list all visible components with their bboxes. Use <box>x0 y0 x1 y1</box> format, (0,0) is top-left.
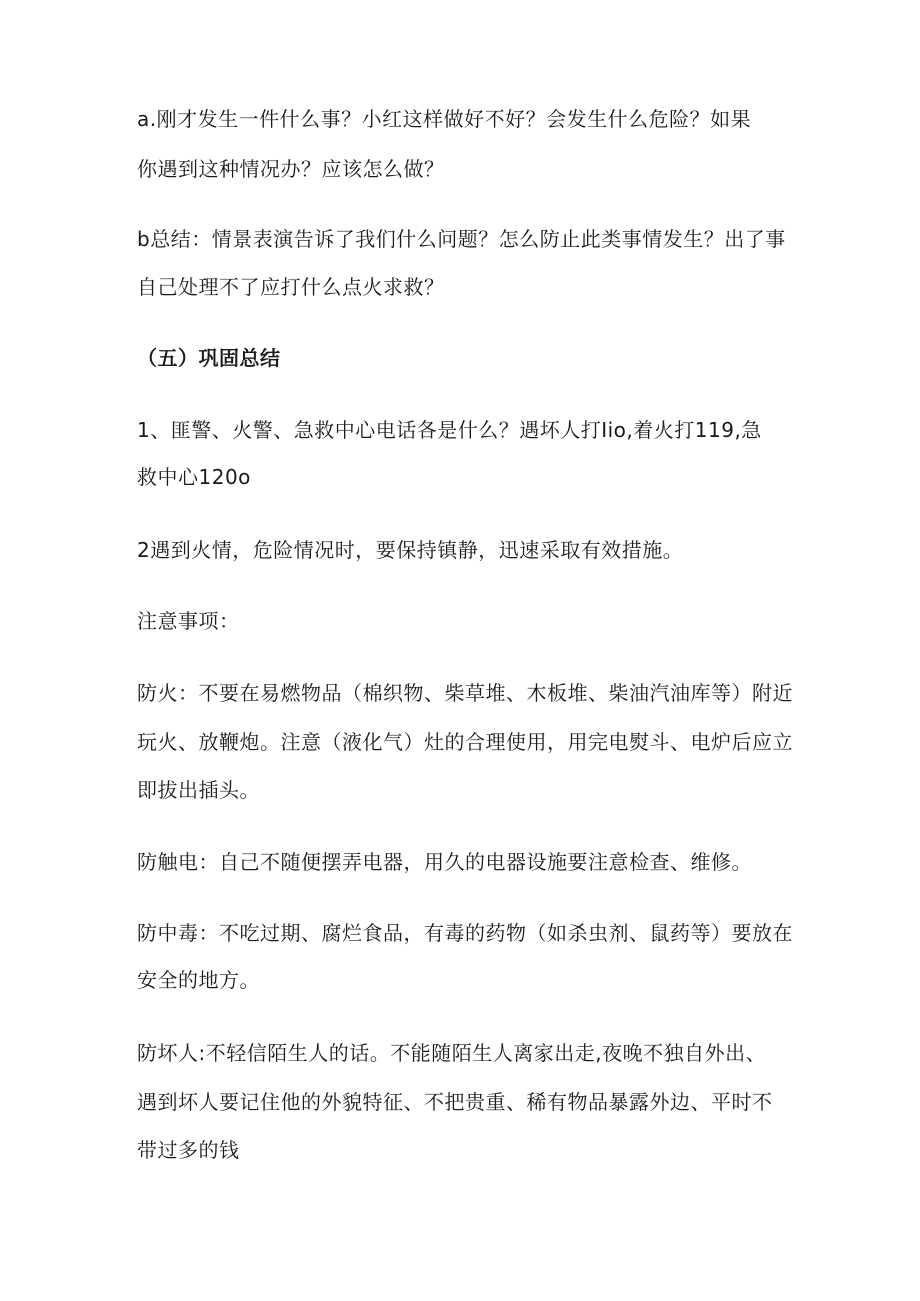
item-2: 2遇到火情，危险情况时，要保持镇静，迅速采取有效措施。 <box>137 538 684 562</box>
paragraph-a-line-1: a.刚才发生一件什么事？小红这样做好不好？会发生什么危险？如果 <box>137 107 752 131</box>
section-heading: （五）巩固总结 <box>137 346 281 370</box>
paragraph-a-line-2: 你遇到这种情况办？应该怎么做？ <box>137 157 445 181</box>
paragraph-b-line-2: 自己处理不了应打什么点火求救？ <box>137 275 445 299</box>
notes-heading: 注意事项： <box>137 609 240 633</box>
stranger-line-1: 防坏人:不轻信陌生人的话。不能随陌生人离家出走,夜晚不独自外出、 <box>137 1041 767 1065</box>
stranger-line-3: 带过多的钱 <box>137 1138 240 1162</box>
poison-line-2: 安全的地方。 <box>137 968 260 992</box>
item-1-line-1: 1、匪警、火警、急救中心电话各是什么？遇坏人打Iio,着火打119,急 <box>137 418 762 442</box>
fire-line-1: 防火：不要在易燃物品（棉织物、柴草堆、木板堆、柴油汽油库等）附近 <box>137 681 793 705</box>
poison-line-1: 防中毒：不吃过期、腐烂食品，有毒的药物（如杀虫剂、鼠药等）要放在 <box>137 921 793 945</box>
paragraph-b-line-1: b总结：情景表演告诉了我们什么问题？怎么防止此类事情发生？出了事 <box>137 227 786 251</box>
stranger-line-2: 遇到坏人要记住他的外貌特征、不把贵重、稀有物品暴露外边、平时不 <box>137 1090 773 1114</box>
fire-line-3: 即拔出插头。 <box>137 778 260 802</box>
fire-line-2: 玩火、放鞭炮。注意（液化气）灶的合理使用，用完电熨斗、电炉后应立 <box>137 730 793 754</box>
electric-safety: 防触电：自己不随便摆弄电器，用久的电器设施要注意检查、维修。 <box>137 850 752 874</box>
item-1-line-2: 救中心120o <box>137 465 251 489</box>
